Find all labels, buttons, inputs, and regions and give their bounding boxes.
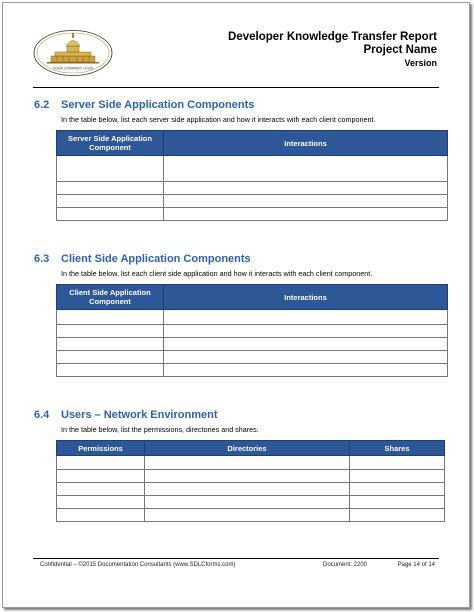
section-title: Users – Network Environment [61, 409, 218, 421]
table-row [57, 483, 445, 496]
document-page [2, 2, 470, 608]
section-server-side [34, 99, 448, 152]
table-row [57, 509, 445, 522]
table-row [57, 195, 448, 208]
column-header: Interactions [164, 131, 448, 156]
report-header [228, 31, 437, 69]
section-intro: In the table below, list the permissions, directories and shares. [61, 425, 259, 434]
section-number: 6.3 [34, 253, 50, 265]
version-label: Version [404, 58, 437, 68]
company-logo [33, 29, 113, 77]
section-client-side [34, 253, 448, 306]
table-row [57, 325, 448, 338]
column-header: Interactions [164, 285, 448, 310]
table-row [57, 208, 448, 221]
report-title: Developer Knowledge Transfer Report [228, 31, 437, 43]
column-header: Directories [145, 441, 350, 456]
table-row [57, 338, 448, 351]
column-header: Shares [350, 441, 445, 456]
table-row [57, 470, 445, 483]
network-environment-table [56, 440, 445, 522]
server-side-table [56, 130, 448, 221]
table-row [57, 182, 448, 195]
section-network-environment [34, 409, 448, 453]
table-row [57, 364, 448, 377]
table-row [57, 456, 445, 470]
table-row [57, 310, 448, 325]
section-intro: In the table below, list each server side application and how it interacts with each client component. [61, 115, 376, 124]
column-header: Permissions [57, 441, 145, 456]
header-divider [33, 87, 439, 88]
table-row [57, 496, 445, 509]
section-title: Client Side Application Components [61, 253, 251, 265]
table-row [57, 351, 448, 364]
section-number: 6.2 [34, 99, 50, 111]
table-row [57, 156, 448, 182]
column-header: Client Side Application Component [57, 285, 164, 310]
section-title: Server Side Application Components [61, 99, 255, 111]
footer-document-number: Document: 2200 [323, 562, 368, 568]
logo-text: YOUR COMPANY LOGO [52, 66, 94, 71]
footer-divider [33, 558, 439, 559]
project-name: Project Name [363, 44, 437, 56]
footer-page-number: Page 14 of 14 [397, 562, 435, 568]
client-side-table [56, 284, 448, 377]
section-number: 6.4 [34, 409, 50, 421]
footer-confidential: Confidential – ©2015 Documentation Consultants (www.SDLCforms.com) [40, 562, 236, 568]
column-header: Server Side Application Component [57, 131, 164, 156]
section-intro: In the table below, list each client side application and how it interacts with each client component. [61, 269, 373, 278]
